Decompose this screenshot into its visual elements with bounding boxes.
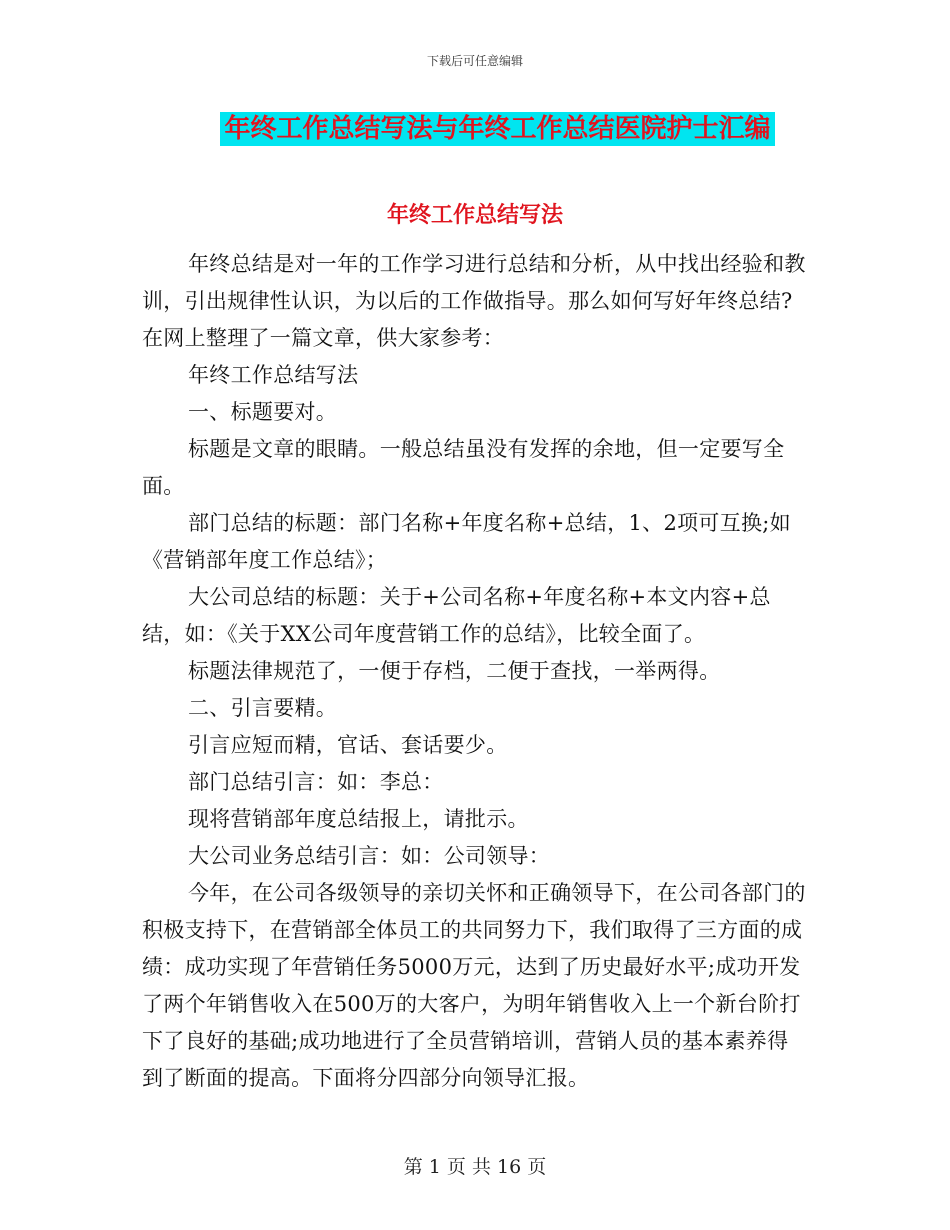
paragraph: 部门总结的标题：部门名称+年度名称+总结，1、2项可互换;如《营销部年度工作总结》； — [142, 511, 791, 572]
paragraph: 年终总结是对一年的工作学习进行总结和分析，从中找出经验和教训，引出规律性认识，为以后的工作做指导。那么如何写好年终总结?在网上整理了一篇文章，供大家参考： — [142, 252, 806, 350]
header-note: 下载后可任意编辑 — [426, 54, 523, 68]
page-number-footer: 第 1 页 共 16 页 — [403, 1156, 547, 1178]
paragraph: 部门总结引言：如：李总： — [188, 770, 444, 794]
paragraph: 二、引言要精。 — [188, 696, 338, 720]
paragraph: 一、标题要对。 — [188, 400, 338, 424]
document-body — [142, 246, 807, 1097]
document-main-title: 年终工作总结写法与年终工作总结医院护士汇编 — [220, 112, 775, 146]
paragraph: 现将营销部年度总结报上，请批示。 — [188, 807, 529, 831]
paragraph: 标题是文章的眼睛。一般总结虽没有发挥的余地，但一定要写全面。 — [142, 437, 785, 498]
paragraph: 年终工作总结写法 — [188, 363, 359, 387]
paragraph: 大公司业务总结引言：如：公司领导： — [188, 844, 551, 868]
section-title: 年终工作总结写法 — [386, 202, 563, 228]
paragraph: 标题法律规范了，一便于存档，二便于查找，一举两得。 — [188, 659, 721, 683]
paragraph: 今年，在公司各级领导的亲切关怀和正确领导下，在公司各部门的积极支持下，在营销部全体员工的共同努力下，我们取得了三方面的成绩：成功实现了年营销任务5000万元，达到了历史最好水平;成功开发了两个年销售收入在500万的大客户，为明年销售收入上一个新台阶打下了良好的基础;成功地进行了全员营销培训，营销人员的基本素养得到了断面的提高。下面将分四部分向领导汇报。 — [142, 881, 806, 1090]
paragraph: 大公司总结的标题：关于+公司名称+年度名称+本文内容+总结，如：《关于XX公司年度营销工作的总结》，比较全面了。 — [142, 585, 771, 646]
paragraph: 引言应短而精，官话、套话要少。 — [188, 733, 508, 757]
